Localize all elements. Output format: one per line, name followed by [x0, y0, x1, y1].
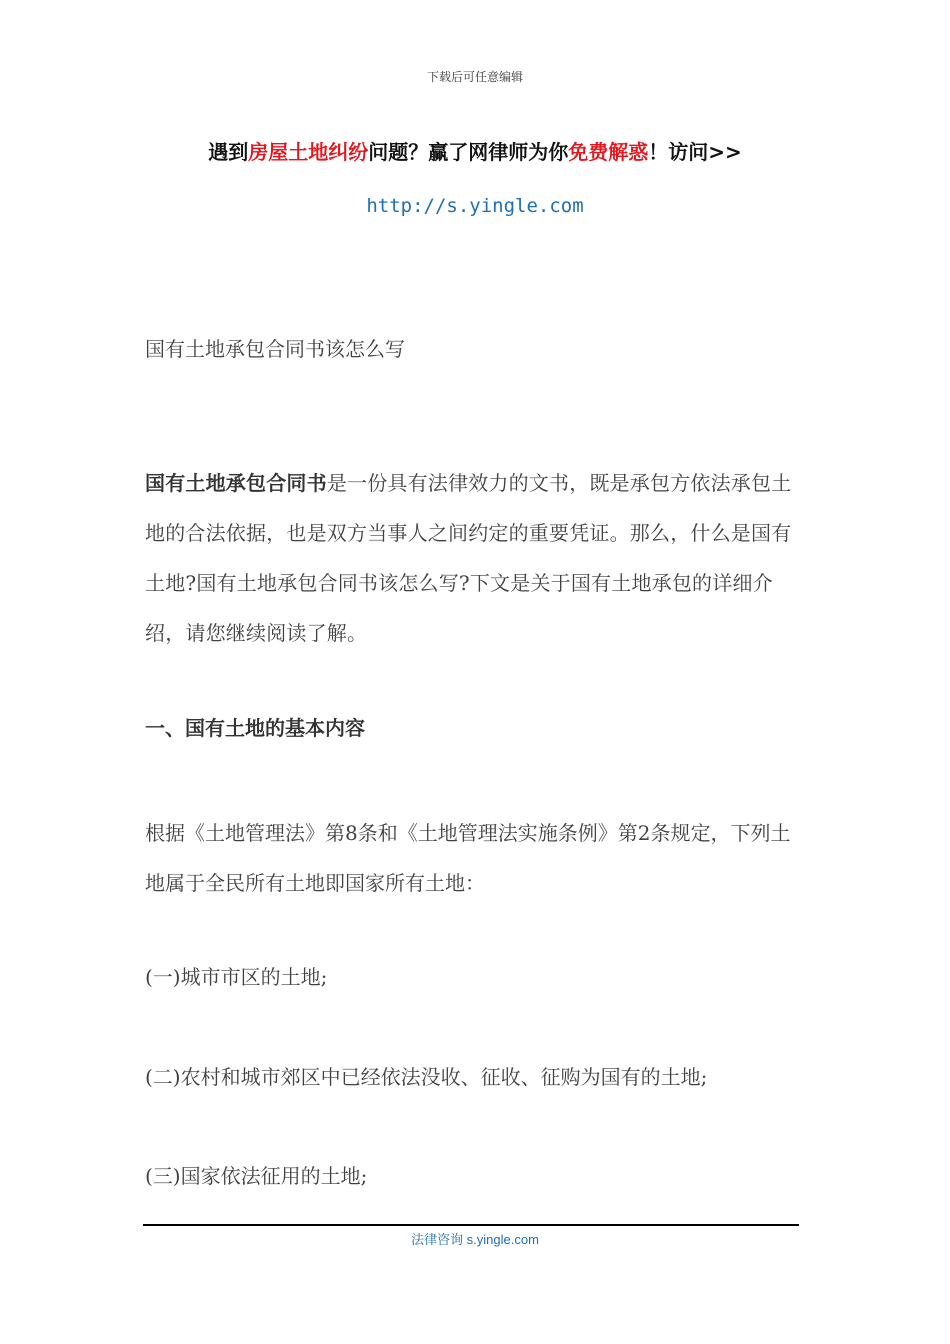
footer-divider	[143, 1224, 799, 1226]
section-paragraph: 根据《土地管理法》第8条和《土地管理法实施条例》第2条规定，下列土地属于全民所有土地即国家所有土地：	[145, 821, 791, 895]
article-title: 国有土地承包合同书该怎么写	[145, 337, 405, 361]
footer-link[interactable]: 法律咨询 s.yingle.com	[411, 1232, 539, 1247]
promo-banner[interactable]	[0, 136, 950, 165]
banner-text-3: ！访问>>	[648, 140, 742, 164]
intro-paragraph	[145, 458, 810, 658]
list-item: (一)城市市区的土地;	[145, 965, 328, 989]
list-item: (三)国家依法征用的土地;	[145, 1164, 368, 1188]
intro-text: 是一份具有法律效力的文书，既是承包方依法承包土地的合法依据，也是双方当事人之间约定的重要凭证。那么，什么是国有土地?国有土地承包合同书该怎么写?下文是关于国有土地承包的详细介绍，请您继续阅读了解。	[145, 471, 792, 645]
banner-text-1: 遇到	[208, 140, 249, 164]
banner-highlight-1: 房屋土地纠纷	[248, 140, 369, 164]
banner-text-2: 问题？赢了网律师为你	[368, 140, 569, 164]
intro-bold-term[interactable]: 国有土地承包合同书	[145, 471, 327, 495]
list-item: (二)农村和城市郊区中已经依法没收、征收、征购为国有的土地;	[145, 1065, 708, 1089]
header-note: 下载后可任意编辑	[426, 70, 523, 84]
banner-highlight-2: 免费解惑	[568, 140, 649, 164]
section-heading: 一、国有土地的基本内容	[145, 716, 365, 740]
banner-link[interactable]: http://s.yingle.com	[366, 195, 584, 217]
